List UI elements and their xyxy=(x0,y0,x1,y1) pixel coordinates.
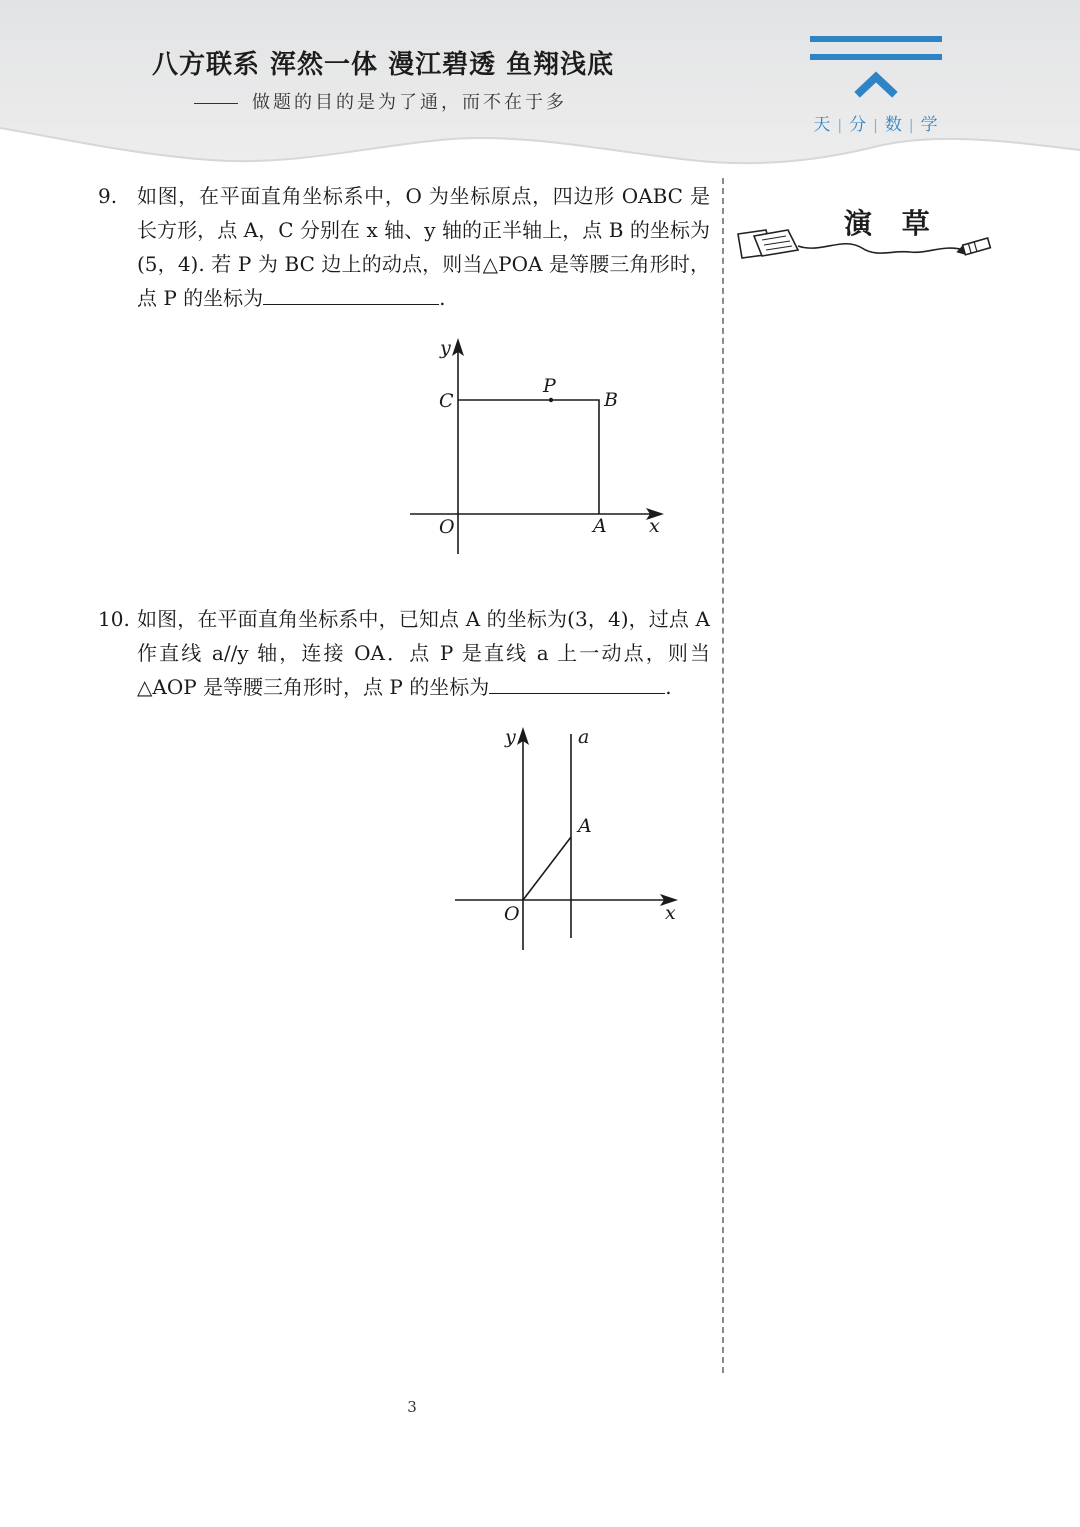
label-a: A xyxy=(593,515,607,537)
label-a-point: A xyxy=(578,815,592,837)
label-y: y xyxy=(505,726,516,748)
brand-char: 学 xyxy=(920,115,939,135)
motto-dash xyxy=(194,103,238,104)
segment-oa xyxy=(523,837,571,900)
column-divider xyxy=(722,178,724,1373)
question-text: 如图，在平面直角坐标系中，O 为坐标原点，四边形 OABC 是长方形，点 A，C 分别在 x 轴、y 轴的正半轴上，点 B 的坐标为(5，4). 若 P 为 BC 边上的动点，则当△POA 是等腰三角形时，点 P 的坐标为 xyxy=(137,184,710,310)
answer-blank[interactable] xyxy=(263,282,439,305)
label-o: O xyxy=(439,516,455,538)
point-p xyxy=(549,398,553,402)
label-p: P xyxy=(543,375,556,397)
figure-q9 xyxy=(400,330,680,566)
label-y: y xyxy=(440,337,451,359)
question-end: . xyxy=(665,675,672,699)
question-9 xyxy=(98,179,710,315)
answer-blank[interactable] xyxy=(489,671,665,694)
label-o: O xyxy=(504,903,520,925)
question-number: 9. xyxy=(98,184,118,208)
brand-separator: | xyxy=(908,118,915,134)
question-text: 如图，在平面直角坐标系中，已知点 A 的坐标为(3，4)，过点 A 作直线 a//y 轴，连接 OA．点 P 是直线 a 上一动点，则当△AOP 是等腰三角形时，点 P 的坐标为 xyxy=(137,607,710,699)
label-x: x xyxy=(649,515,660,537)
question-10 xyxy=(98,602,710,704)
label-b: B xyxy=(604,389,618,411)
header-slogan: 八方联系 浑然一体 漫江碧透 鱼翔浅底 xyxy=(152,50,615,80)
question-end: . xyxy=(439,286,446,310)
label-a-line: a xyxy=(578,726,590,748)
scratch-title: 演 草 xyxy=(844,207,940,240)
brand-separator: | xyxy=(873,118,879,134)
brand-separator: | xyxy=(837,118,844,134)
figure-q10 xyxy=(445,718,690,958)
label-x: x xyxy=(665,902,676,924)
rectangle-oabc xyxy=(458,400,599,514)
motto-text: 做题的目的是为了通，而不在于多 xyxy=(252,92,567,113)
brand-name xyxy=(810,110,942,135)
page-number: 3 xyxy=(407,1398,417,1416)
question-number: 10. xyxy=(98,607,130,631)
brand-char: 天 xyxy=(813,115,832,135)
label-c: C xyxy=(439,390,454,412)
question-body xyxy=(137,602,710,704)
question-body xyxy=(137,179,710,315)
brand-char: 数 xyxy=(884,115,903,135)
header-motto xyxy=(194,88,567,114)
brand-char: 分 xyxy=(849,115,868,135)
